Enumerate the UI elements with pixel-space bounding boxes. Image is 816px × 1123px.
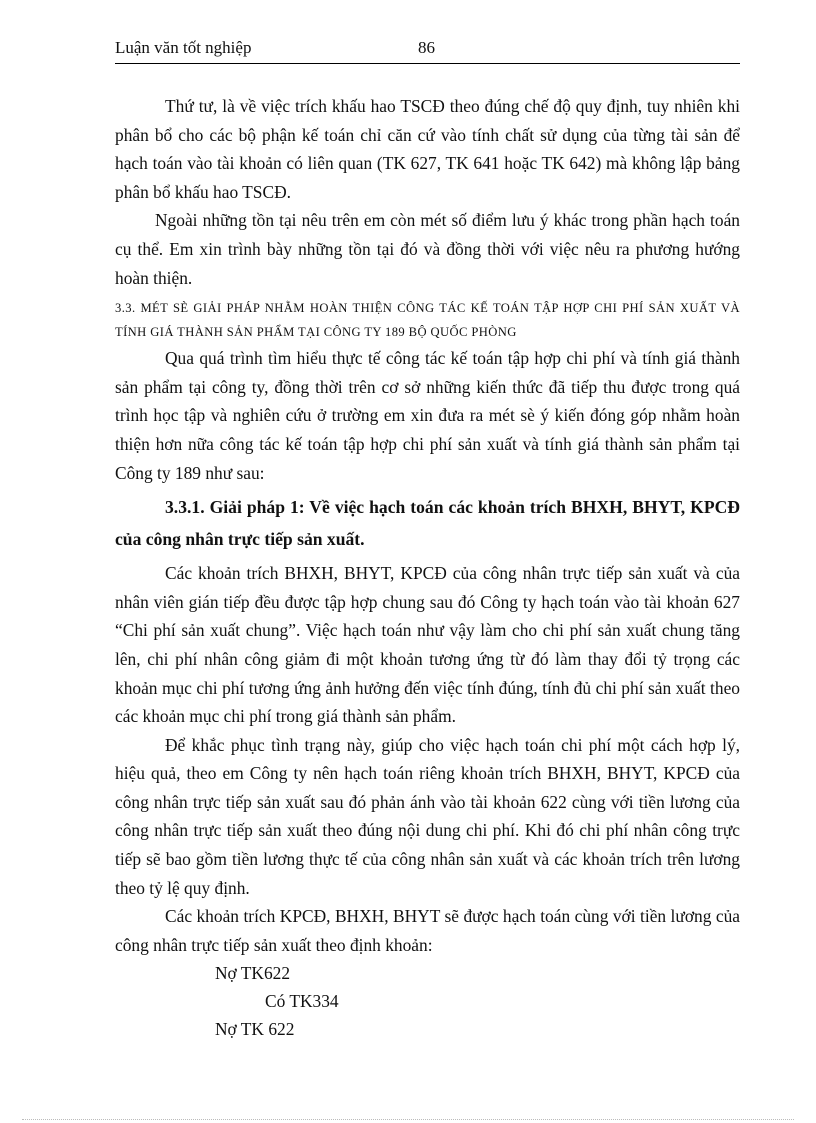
paragraph-intro: Qua quá trình tìm hiểu thực tế công tác kế toán tập hợp chi phí và tính giá thành sản phẩm tại công ty, đồng thời trên cơ sở những kiến thức đã tiếp thu được trong quá trình học tập và nghiên cứu ở trường em xin đưa ra mét sè ý kiến đóng góp nhằm hoàn thiện hơn nữa công tác kế toán tập hợp chi phí sản xuất và tính giá thành sản phẩm tại Công ty 189 như sau: — [115, 348, 740, 483]
page-number: 86 — [418, 38, 435, 57]
section-heading: 3.3. MÉT SÈ GIẢI PHÁP NHẰM HOÀN THIỆN CÔNG TÁC KẾ TOÁN TẬP HỢP CHI PHÍ SẢN XUẤT VÀ TÍNH GIÁ THÀNH SẢN PHẨM TẠI CÔNG TY 189 BỘ QUỐC PHÒNG — [115, 301, 740, 340]
page-header — [115, 37, 740, 64]
paragraph-depreciation: Thứ tư, là về việc trích khấu hao TSCĐ theo đúng chế độ quy định, tuy nhiên khi phân bổ cho các bộ phận kế toán chỉ căn cứ vào tính chất sử dụng của từng tài sản để hạch toán vào tài khoản có liên quan (TK 627, TK 641 hoặc TK 642) mà không lập bảng phân bổ khấu hao TSCĐ. — [115, 96, 740, 202]
paragraph-proposal: Để khắc phục tình trạng này, giúp cho việc hạch toán chi phí một cách hợp lý, hiệu quả, theo em Công ty nên hạch toán riêng khoản trích BHXH, BHYT, KPCĐ của công nhân trực tiếp sản xuất sau đó phản ánh vào tài khoản 622 cùng với tiền lương của công nhân trực tiếp sản xuất theo đúng nội dung chi phí. Khi đó chi phí nhân công trực tiếp sẽ bao gồm tiền lương thực tế của công nhân sản xuất và các khoản trích trên lương theo tỷ lệ quy định. — [115, 734, 740, 898]
subsection-heading: 3.3.1. Giải pháp 1: Về việc hạch toán các khoản trích BHXH, BHYT, KPCĐ của công nhân trực tiếp sản xuất. — [115, 497, 740, 550]
paragraph-other-issues: Ngoài những tồn tại nêu trên em còn mét số điểm lưu ý khác trong phần hạch toán cụ thể. Em xin trình bày những tồn tại đó và đồng thời với việc nêu ra phương hướng hoàn thiện. — [115, 210, 740, 288]
journal-entry-credit: Có TK334 — [265, 991, 339, 1012]
paragraph-current-practice: Các khoản trích BHXH, BHYT, KPCĐ của công nhân trực tiếp sản xuất và của nhân viên gián tiếp đều được tập hợp chung sau đó Công ty hạch toán vào tài khoản 627 “Chi phí sản xuất chung”. Việc hạch toán như vậy làm cho chi phí sản xuất chung tăng lên, chi phí nhân công giảm đi một khoản tương ứng từ đó làm thay đổi tỷ trọng các khoản mục chi phí tương ứng ảnh hưởng đến việc tính đúng, tính đủ chi phí sản xuất theo các khoản mục chi phí trong giá thành sản phẩm. — [115, 563, 740, 727]
page-body — [115, 92, 740, 1043]
journal-entry-debit-2: Nợ TK 622 — [215, 1019, 295, 1040]
document-title: Luận văn tốt nghiệp — [115, 38, 252, 57]
page-bottom-rule — [22, 1119, 794, 1120]
journal-entry-debit: Nợ TK622 — [215, 963, 291, 984]
paragraph-journal-intro: Các khoản trích KPCĐ, BHXH, BHYT sẽ được hạch toán cùng với tiền lương của công nhân trực tiếp sản xuất theo định khoản: — [115, 906, 740, 955]
